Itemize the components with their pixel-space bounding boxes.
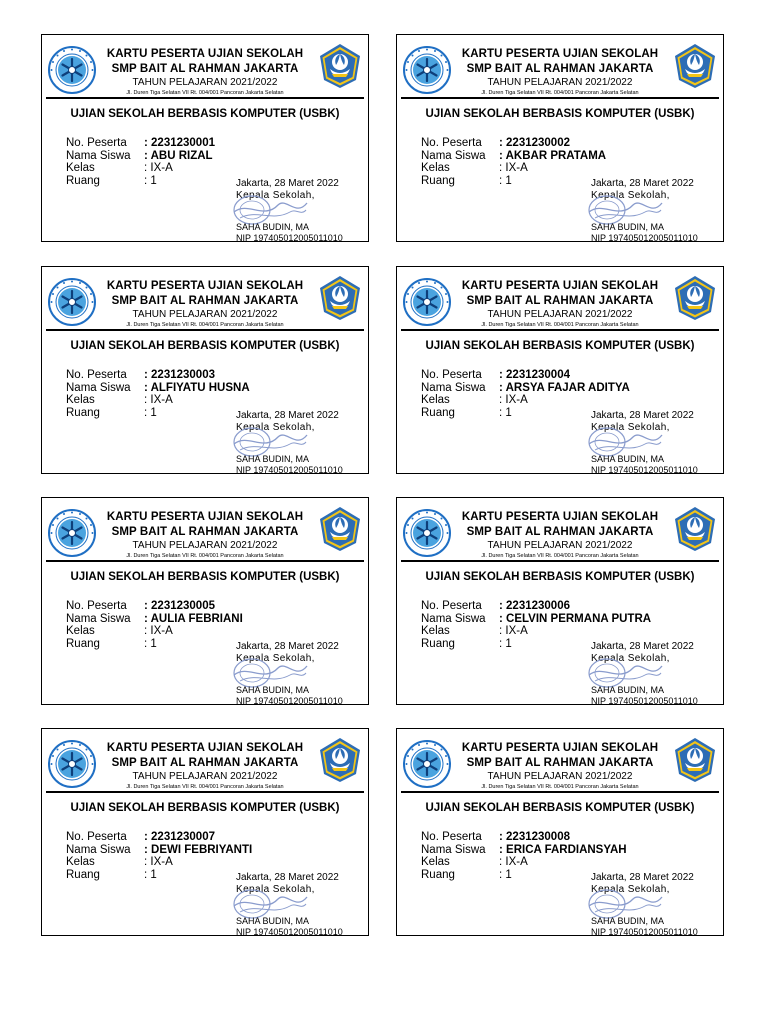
exam-card bbox=[396, 34, 724, 242]
room-row bbox=[421, 175, 606, 188]
signatory-nip: NIP 197405012005011010 bbox=[236, 233, 343, 243]
school-logo-icon bbox=[47, 277, 97, 327]
signatory bbox=[591, 222, 698, 244]
participant-number-label: No. Peserta bbox=[66, 369, 127, 381]
room-value: : 1 bbox=[144, 868, 157, 881]
card-title: KARTU PESERTA UJIAN SEKOLAH bbox=[461, 48, 659, 60]
participant-details bbox=[421, 137, 606, 187]
sign-position: Kepala Sekolah, bbox=[591, 884, 670, 895]
class-label: Kelas bbox=[421, 625, 450, 637]
participant-number-value: : 2231230006 bbox=[499, 600, 570, 612]
participant-number-value: : 2231230001 bbox=[144, 137, 215, 149]
class-value: : IX-A bbox=[144, 625, 173, 637]
signatory-nip: NIP 197405012005011010 bbox=[591, 696, 698, 706]
academic-year: TAHUN PELAJARAN 2021/2022 bbox=[487, 309, 633, 320]
exam-card bbox=[41, 266, 369, 474]
class-label: Kelas bbox=[421, 162, 450, 174]
exam-title: UJIAN SEKOLAH BERBASIS KOMPUTER (USBK) bbox=[70, 340, 340, 352]
participant-number-label: No. Peserta bbox=[66, 831, 127, 843]
sign-position: Kepala Sekolah, bbox=[591, 653, 670, 664]
exam-title: UJIAN SEKOLAH BERBASIS KOMPUTER (USBK) bbox=[425, 571, 695, 583]
student-name-label: Nama Siswa bbox=[66, 381, 131, 394]
school-logo-icon bbox=[402, 739, 452, 789]
sign-place-date: Jakarta, 28 Maret 2022 bbox=[591, 178, 694, 189]
signatory-name: SAHA BUDIN, MA bbox=[591, 222, 665, 232]
class-row bbox=[421, 162, 606, 175]
tut-wuri-handayani-emblem-icon bbox=[672, 275, 718, 321]
class-row bbox=[66, 625, 243, 638]
signatory-name: SAHA BUDIN, MA bbox=[236, 454, 310, 464]
class-label: Kelas bbox=[421, 856, 450, 868]
class-value: : IX-A bbox=[144, 856, 173, 868]
tut-wuri-handayani-emblem-icon bbox=[317, 275, 363, 321]
class-value: : IX-A bbox=[499, 394, 528, 406]
signatory-name: SAHA BUDIN, MA bbox=[591, 685, 665, 695]
exam-card bbox=[396, 266, 724, 474]
participant-number-value: : 2231230005 bbox=[144, 600, 215, 612]
school-address: Jl. Duren Tiga Selatan VII Rt. 004/001 Pancoran Jakarta Selatan bbox=[126, 553, 284, 559]
student-name-row bbox=[66, 844, 252, 857]
participant-number-row bbox=[66, 369, 250, 382]
sign-position: Kepala Sekolah, bbox=[236, 190, 315, 201]
signatory-nip: NIP 197405012005011010 bbox=[236, 696, 343, 706]
card-title: KARTU PESERTA UJIAN SEKOLAH bbox=[106, 280, 304, 292]
participant-number-value: : 2231230008 bbox=[499, 831, 570, 843]
class-value: : IX-A bbox=[499, 162, 528, 174]
class-label: Kelas bbox=[66, 856, 95, 868]
sign-position: Kepala Sekolah, bbox=[591, 422, 670, 433]
student-name-label: Nama Siswa bbox=[421, 149, 486, 162]
signatory bbox=[591, 454, 698, 476]
participant-number-row bbox=[66, 831, 252, 844]
student-name-label: Nama Siswa bbox=[66, 149, 131, 162]
school-logo-icon bbox=[47, 508, 97, 558]
participant-number-label: No. Peserta bbox=[421, 600, 482, 612]
room-label: Ruang bbox=[421, 174, 455, 187]
sign-place-date: Jakarta, 28 Maret 2022 bbox=[236, 872, 339, 883]
class-label: Kelas bbox=[66, 625, 95, 637]
room-label: Ruang bbox=[66, 406, 100, 419]
exam-title: UJIAN SEKOLAH BERBASIS KOMPUTER (USBK) bbox=[70, 108, 340, 120]
header-divider bbox=[46, 329, 364, 331]
participant-details bbox=[66, 369, 250, 419]
card-header bbox=[453, 510, 667, 560]
participant-number-value: : 2231230007 bbox=[144, 831, 215, 843]
school-logo-icon bbox=[402, 508, 452, 558]
tut-wuri-handayani-emblem-icon bbox=[672, 43, 718, 89]
student-name-label: Nama Siswa bbox=[66, 843, 131, 856]
school-name: SMP BAIT AL RAHMAN JAKARTA bbox=[466, 295, 654, 307]
class-row bbox=[421, 856, 627, 869]
card-title: KARTU PESERTA UJIAN SEKOLAH bbox=[461, 742, 659, 754]
sign-position: Kepala Sekolah, bbox=[236, 422, 315, 433]
participant-number-row bbox=[66, 600, 243, 613]
student-name-value: : AKBAR PRATAMA bbox=[499, 149, 607, 162]
card-header bbox=[453, 47, 667, 97]
school-address: Jl. Duren Tiga Selatan VII Rt. 004/001 Pancoran Jakarta Selatan bbox=[126, 784, 284, 790]
card-header bbox=[453, 279, 667, 329]
class-value: : IX-A bbox=[144, 394, 173, 406]
student-name-value: : ARSYA FAJAR ADITYA bbox=[499, 381, 630, 394]
signatory bbox=[591, 916, 698, 938]
school-name: SMP BAIT AL RAHMAN JAKARTA bbox=[111, 526, 299, 538]
signatory-name: SAHA BUDIN, MA bbox=[591, 916, 665, 926]
participant-number-label: No. Peserta bbox=[421, 369, 482, 381]
school-logo-icon bbox=[402, 45, 452, 95]
participant-details bbox=[66, 137, 215, 187]
student-name-value: : ABU RIZAL bbox=[144, 149, 213, 162]
class-label: Kelas bbox=[66, 394, 95, 406]
participant-number-label: No. Peserta bbox=[66, 600, 127, 612]
class-row bbox=[421, 394, 630, 407]
student-name-label: Nama Siswa bbox=[421, 843, 486, 856]
signatory-nip: NIP 197405012005011010 bbox=[236, 927, 343, 937]
school-address: Jl. Duren Tiga Selatan VII Rt. 004/001 Pancoran Jakarta Selatan bbox=[481, 784, 639, 790]
room-label: Ruang bbox=[421, 868, 455, 881]
room-value: : 1 bbox=[499, 406, 512, 419]
room-value: : 1 bbox=[144, 174, 157, 187]
card-header bbox=[98, 47, 312, 97]
card-title: KARTU PESERTA UJIAN SEKOLAH bbox=[106, 48, 304, 60]
school-logo-icon bbox=[47, 45, 97, 95]
student-name-row bbox=[421, 613, 651, 626]
sign-position: Kepala Sekolah, bbox=[236, 653, 315, 664]
participant-number-value: : 2231230003 bbox=[144, 369, 215, 381]
exam-card bbox=[396, 728, 724, 936]
signatory bbox=[236, 222, 343, 244]
card-header bbox=[98, 741, 312, 791]
exam-title: UJIAN SEKOLAH BERBASIS KOMPUTER (USBK) bbox=[70, 571, 340, 583]
exam-card bbox=[396, 497, 724, 705]
sign-place-date: Jakarta, 28 Maret 2022 bbox=[591, 641, 694, 652]
tut-wuri-handayani-emblem-icon bbox=[317, 737, 363, 783]
student-name-row bbox=[66, 382, 250, 395]
card-header bbox=[453, 741, 667, 791]
school-name: SMP BAIT AL RAHMAN JAKARTA bbox=[466, 63, 654, 75]
participant-number-label: No. Peserta bbox=[421, 137, 482, 149]
participant-number-row bbox=[421, 831, 627, 844]
student-name-row bbox=[66, 613, 243, 626]
participant-number-label: No. Peserta bbox=[421, 831, 482, 843]
signatory-nip: NIP 197405012005011010 bbox=[591, 465, 698, 475]
student-name-value: : ERICA FARDIANSYAH bbox=[499, 843, 627, 856]
sign-place-date: Jakarta, 28 Maret 2022 bbox=[591, 410, 694, 421]
room-value: : 1 bbox=[144, 406, 157, 419]
class-value: : IX-A bbox=[144, 162, 173, 174]
school-name: SMP BAIT AL RAHMAN JAKARTA bbox=[466, 757, 654, 769]
participant-details bbox=[66, 600, 243, 650]
room-label: Ruang bbox=[66, 174, 100, 187]
header-divider bbox=[401, 791, 719, 793]
school-name: SMP BAIT AL RAHMAN JAKARTA bbox=[111, 63, 299, 75]
student-name-label: Nama Siswa bbox=[66, 612, 131, 625]
room-label: Ruang bbox=[66, 637, 100, 650]
participant-number-value: : 2231230002 bbox=[499, 137, 570, 149]
room-label: Ruang bbox=[66, 868, 100, 881]
school-address: Jl. Duren Tiga Selatan VII Rt. 004/001 Pancoran Jakarta Selatan bbox=[481, 90, 639, 96]
participant-number-row bbox=[421, 137, 606, 150]
exam-card bbox=[41, 497, 369, 705]
card-title: KARTU PESERTA UJIAN SEKOLAH bbox=[106, 742, 304, 754]
sign-position: Kepala Sekolah, bbox=[591, 190, 670, 201]
exam-title: UJIAN SEKOLAH BERBASIS KOMPUTER (USBK) bbox=[425, 802, 695, 814]
header-divider bbox=[401, 329, 719, 331]
signatory-name: SAHA BUDIN, MA bbox=[236, 916, 310, 926]
exam-card bbox=[41, 34, 369, 242]
student-name-label: Nama Siswa bbox=[421, 381, 486, 394]
card-title: KARTU PESERTA UJIAN SEKOLAH bbox=[461, 280, 659, 292]
academic-year: TAHUN PELAJARAN 2021/2022 bbox=[132, 540, 278, 551]
school-address: Jl. Duren Tiga Selatan VII Rt. 004/001 Pancoran Jakarta Selatan bbox=[481, 322, 639, 328]
card-title: KARTU PESERTA UJIAN SEKOLAH bbox=[461, 511, 659, 523]
class-row bbox=[66, 162, 215, 175]
class-row bbox=[66, 856, 252, 869]
signatory-name: SAHA BUDIN, MA bbox=[236, 685, 310, 695]
exam-title: UJIAN SEKOLAH BERBASIS KOMPUTER (USBK) bbox=[425, 108, 695, 120]
academic-year: TAHUN PELAJARAN 2021/2022 bbox=[487, 540, 633, 551]
participant-number-value: : 2231230004 bbox=[499, 369, 570, 381]
academic-year: TAHUN PELAJARAN 2021/2022 bbox=[132, 771, 278, 782]
student-name-value: : CELVIN PERMANA PUTRA bbox=[499, 612, 652, 625]
room-row bbox=[66, 638, 243, 651]
student-name-row bbox=[421, 844, 627, 857]
room-value: : 1 bbox=[144, 637, 157, 650]
participant-number-row bbox=[421, 600, 651, 613]
student-name-row bbox=[66, 150, 215, 163]
sign-place-date: Jakarta, 28 Maret 2022 bbox=[236, 641, 339, 652]
participant-details bbox=[66, 831, 252, 881]
room-label: Ruang bbox=[421, 406, 455, 419]
student-name-value: : AULIA FEBRIANI bbox=[144, 612, 243, 625]
academic-year: TAHUN PELAJARAN 2021/2022 bbox=[487, 77, 633, 88]
class-value: : IX-A bbox=[499, 625, 528, 637]
header-divider bbox=[46, 97, 364, 99]
school-logo-icon bbox=[402, 277, 452, 327]
signatory bbox=[236, 916, 343, 938]
participant-number-label: No. Peserta bbox=[66, 137, 127, 149]
school-logo-icon bbox=[47, 739, 97, 789]
room-row bbox=[66, 175, 215, 188]
room-value: : 1 bbox=[499, 174, 512, 187]
header-divider bbox=[401, 560, 719, 562]
exam-title: UJIAN SEKOLAH BERBASIS KOMPUTER (USBK) bbox=[70, 802, 340, 814]
student-name-value: : ALFIYATU HUSNA bbox=[144, 381, 250, 394]
participant-number-row bbox=[421, 369, 630, 382]
tut-wuri-handayani-emblem-icon bbox=[317, 506, 363, 552]
class-row bbox=[66, 394, 250, 407]
room-row bbox=[66, 869, 252, 882]
signatory bbox=[591, 685, 698, 707]
class-value: : IX-A bbox=[499, 856, 528, 868]
header-divider bbox=[46, 560, 364, 562]
exam-title: UJIAN SEKOLAH BERBASIS KOMPUTER (USBK) bbox=[425, 340, 695, 352]
student-name-value: : DEWI FEBRIYANTI bbox=[144, 843, 253, 856]
student-name-label: Nama Siswa bbox=[421, 612, 486, 625]
tut-wuri-handayani-emblem-icon bbox=[672, 737, 718, 783]
class-label: Kelas bbox=[66, 162, 95, 174]
header-divider bbox=[401, 97, 719, 99]
participant-number-row bbox=[66, 137, 215, 150]
sign-place-date: Jakarta, 28 Maret 2022 bbox=[236, 178, 339, 189]
signatory bbox=[236, 685, 343, 707]
card-title: KARTU PESERTA UJIAN SEKOLAH bbox=[106, 511, 304, 523]
school-name: SMP BAIT AL RAHMAN JAKARTA bbox=[111, 757, 299, 769]
tut-wuri-handayani-emblem-icon bbox=[672, 506, 718, 552]
room-value: : 1 bbox=[499, 868, 512, 881]
card-header bbox=[98, 510, 312, 560]
signatory-name: SAHA BUDIN, MA bbox=[591, 454, 665, 464]
school-address: Jl. Duren Tiga Selatan VII Rt. 004/001 Pancoran Jakarta Selatan bbox=[126, 90, 284, 96]
student-name-row bbox=[421, 382, 630, 395]
signatory bbox=[236, 454, 343, 476]
signatory-nip: NIP 197405012005011010 bbox=[591, 927, 698, 937]
room-value: : 1 bbox=[499, 637, 512, 650]
sign-position: Kepala Sekolah, bbox=[236, 884, 315, 895]
signatory-nip: NIP 197405012005011010 bbox=[236, 465, 343, 475]
student-name-row bbox=[421, 150, 606, 163]
school-address: Jl. Duren Tiga Selatan VII Rt. 004/001 Pancoran Jakarta Selatan bbox=[126, 322, 284, 328]
card-header bbox=[98, 279, 312, 329]
class-label: Kelas bbox=[421, 394, 450, 406]
school-name: SMP BAIT AL RAHMAN JAKARTA bbox=[111, 295, 299, 307]
signatory-name: SAHA BUDIN, MA bbox=[236, 222, 310, 232]
sign-place-date: Jakarta, 28 Maret 2022 bbox=[236, 410, 339, 421]
class-row bbox=[421, 625, 651, 638]
school-address: Jl. Duren Tiga Selatan VII Rt. 004/001 Pancoran Jakarta Selatan bbox=[481, 553, 639, 559]
room-label: Ruang bbox=[421, 637, 455, 650]
signatory-nip: NIP 197405012005011010 bbox=[591, 233, 698, 243]
exam-card bbox=[41, 728, 369, 936]
academic-year: TAHUN PELAJARAN 2021/2022 bbox=[487, 771, 633, 782]
sign-place-date: Jakarta, 28 Maret 2022 bbox=[591, 872, 694, 883]
academic-year: TAHUN PELAJARAN 2021/2022 bbox=[132, 77, 278, 88]
academic-year: TAHUN PELAJARAN 2021/2022 bbox=[132, 309, 278, 320]
school-name: SMP BAIT AL RAHMAN JAKARTA bbox=[466, 526, 654, 538]
tut-wuri-handayani-emblem-icon bbox=[317, 43, 363, 89]
room-row bbox=[66, 407, 250, 420]
header-divider bbox=[46, 791, 364, 793]
